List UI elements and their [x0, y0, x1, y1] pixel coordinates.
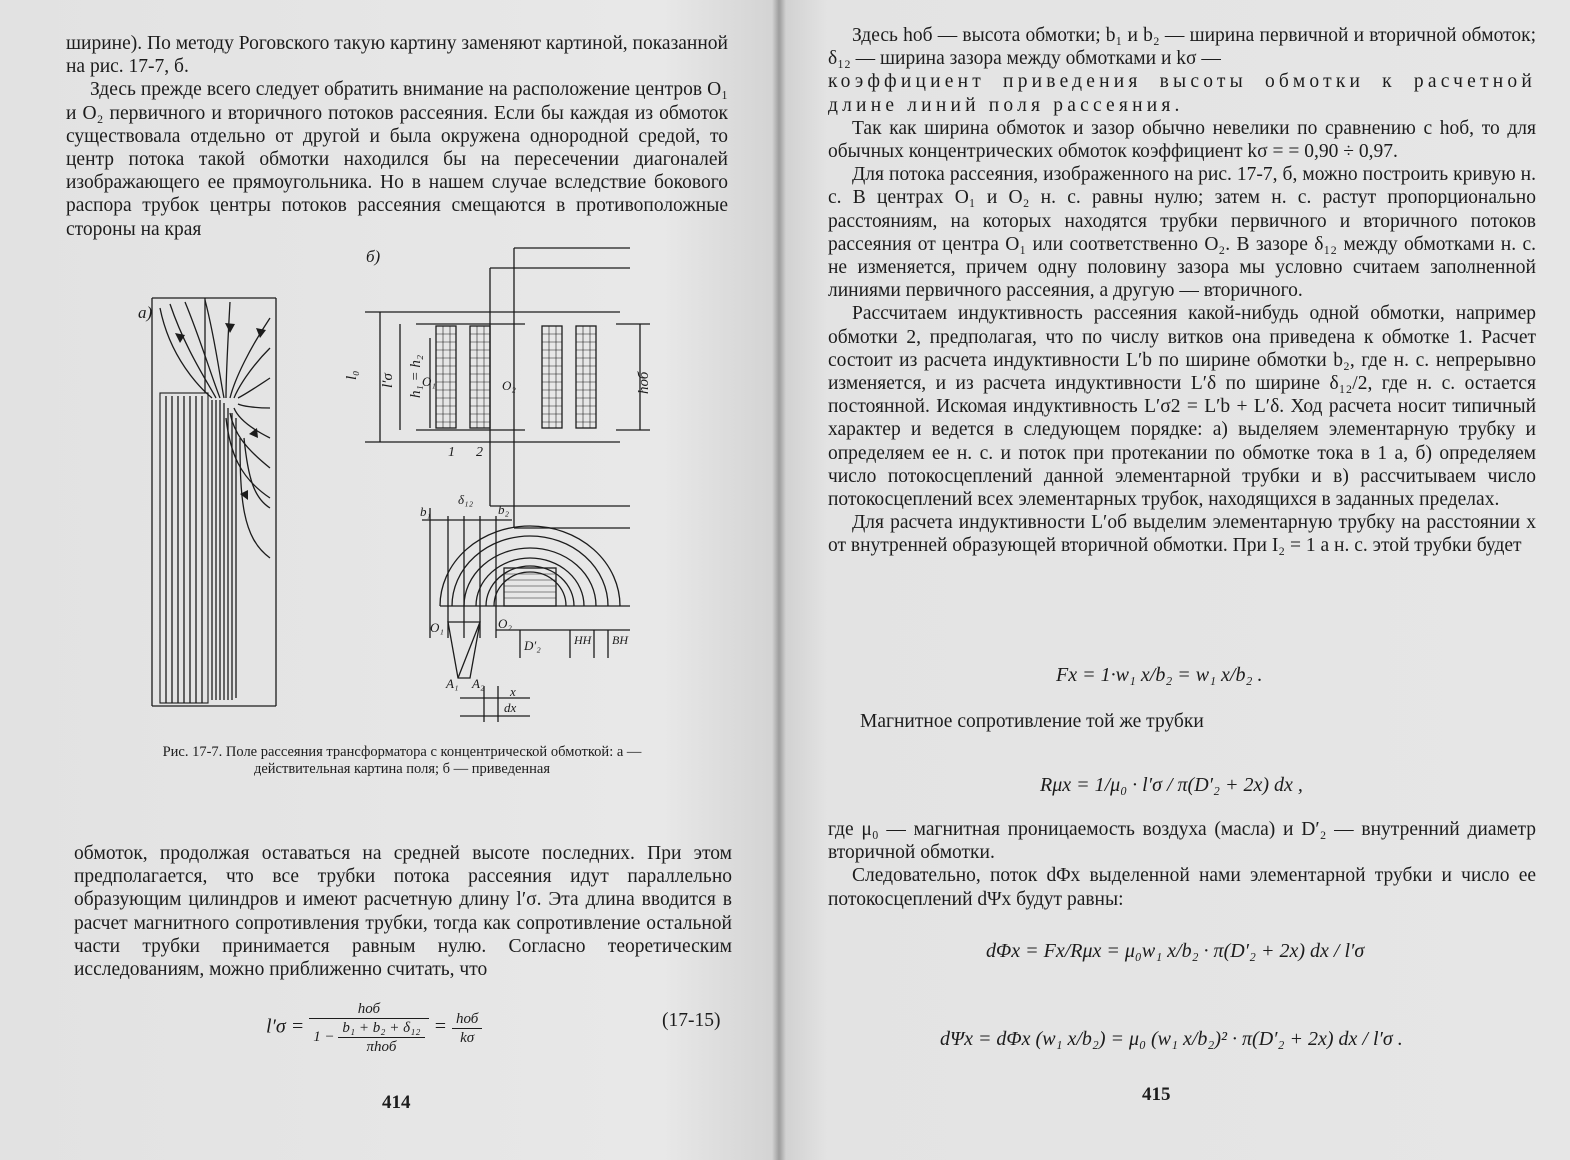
label-winding-2: 2 — [476, 445, 483, 460]
core-hatch — [504, 574, 556, 598]
winding-hatch — [436, 326, 596, 428]
right-paragraph-3: Для потока рассеяния, изображенного на рис. 17-7, б, можно построить кривую н. с. В центрах O₁ и O₂ н. с. равны нулю; затем н. с. растут пропорционально расстояниям, на которых находятся трубки первичного и вторичного потоков рассеяния от центра O₁ или соответственно O₂. В зазоре δ₁₂ между обмотками н. с. не изменяется, причем одну половину зазора мы условно считаем заполненной линиями первичного рассеяния, а другую — вторичного. — [828, 164, 1536, 302]
left-top-text — [66, 32, 728, 241]
left-paragraph-3: обмоток, продолжая оставаться на средней высоте последних. При этом предполагается, что все трубки потока рассеяния идут параллельно образующим цилиндров и имеют расчетную длину l′σ. Эта длина вводится в расчет магнитного сопротивления трубки, тогда как сопротивление остальной части трубки принимается равным нулю. Согласно теоретическим исследованиям, можно приближенно считать, что — [74, 843, 732, 981]
formula-dPhi: dΦx = Fx/Rμx = μ₀w₁ x/b₂ · π(D′₂ + 2x) dx / l′σ — [986, 940, 1365, 962]
label-d12: δ₁₂ — [458, 492, 474, 507]
formula-number: (17-15) — [662, 1010, 721, 1031]
left-page — [0, 0, 780, 1160]
formula-den-one: 1 − — [313, 1028, 335, 1045]
label-plan-O1: O₁ — [430, 620, 444, 635]
right-paragraph-1-spaced: коэффициент приведения высоты обмотки к расчетной длине линий поля рассеяния. — [828, 71, 1536, 116]
label-dx: dx — [504, 700, 517, 715]
formula-lhs: l′σ = — [266, 1015, 305, 1038]
label-x: x — [510, 684, 516, 699]
label-lsigma: l′σ — [380, 373, 396, 388]
formula-denominator — [309, 1019, 428, 1056]
field-lines-a — [152, 298, 276, 706]
formula-right-num: hоб — [452, 1010, 482, 1029]
right-paragraph-6: Магнитное сопротивление той же трубки — [860, 711, 1204, 732]
right-paragraph-1: Здесь hоб — высота обмотки; b₁ и b₂ — ширина первичной и вторичной обмоток; δ₁₂ — ширина зазора между обмотками и kσ — — [828, 25, 1536, 70]
label-b1: b₁ — [420, 504, 432, 519]
label-hob: hоб — [636, 371, 652, 394]
formula-main-fraction — [309, 1000, 428, 1056]
page-number-right: 415 — [1142, 1084, 1171, 1105]
right-text-top — [828, 24, 1536, 558]
formula-17-15 — [266, 1000, 482, 1056]
label-O1: O₁ — [422, 374, 436, 389]
label-A2: A₂ — [472, 676, 485, 691]
right-page — [780, 0, 1570, 1160]
left-paragraph-2: Здесь прежде всего следует обратить внимание на расположение центров O₁ и O₂ первичного и вторичного потоков рассеяния. Если бы каждая из обмоток существовала отдельно от другой и была окружена однородной средой, то центр потока такой обмотки находился бы на пересечении диагоналей изображающего ее прямоугольника. Но в нашем случае вследствие бокового распора трубок центры потоков рассеяния смещаются в противоположные стороны на края — [66, 79, 728, 240]
formula-eq: = — [433, 1015, 447, 1038]
label-l0: l₀ — [344, 370, 360, 380]
formula-inner-fraction — [338, 1019, 424, 1056]
label-BH: ВН — [612, 633, 628, 647]
label-plan-O2: O₂ — [498, 616, 512, 631]
right-paragraph-8: Следовательно, поток dΦx выделенной нами элементарной трубки и число ее потокосцеплений dΨx будут равны: — [828, 865, 1536, 910]
formula-Rmux: Rμx = 1/μ₀ · l′σ / π(D′₂ + 2x) dx , — [1040, 774, 1303, 796]
right-paragraph-2: Так как ширина обмоток и зазор обычно невелики по сравнению с hоб, то для обычных концентрических обмоток коэффициент kσ = = 0,90 ÷ 0,97. — [828, 117, 1536, 163]
label-h1h2: h₁ = h₂ — [408, 354, 424, 398]
right-paragraph-7: где μ₀ — магнитная проницаемость воздуха (масла) и D′₂ — внутренний диаметр вторичной обмотки. — [828, 819, 1536, 864]
right-text-mid — [860, 710, 1520, 733]
page-number-left: 414 — [382, 1092, 411, 1113]
label-b2: b₂ — [498, 502, 510, 517]
formula-inner-num: b₁ + b₂ + δ₁₂ — [338, 1019, 424, 1038]
formula-numerator: hоб — [309, 1000, 428, 1019]
right-text-bottom — [828, 818, 1536, 911]
fig-label-a: а) — [138, 303, 153, 322]
label-A1: A₁ — [446, 676, 459, 691]
formula-dPsi: dΨx = dΦx (w₁ x/b₂) = μ₀ (w₁ x/b₂)² · π(D′₂ + 2x) dx / l′σ . — [940, 1028, 1403, 1050]
right-paragraph-5: Для расчета индуктивности L′об выделим элементарную трубку на расстоянии x от внутренней образующей вторичной обмотки. При I₂ = 1 а н. с. этой трубки будет — [828, 512, 1536, 557]
label-D2: D′₂ — [524, 638, 541, 653]
left-bottom-text — [74, 842, 732, 981]
formula-right-fraction — [452, 1010, 482, 1047]
formula-right-den: kσ — [460, 1029, 475, 1046]
formula-inner-den: πhоб — [366, 1039, 397, 1055]
figure-caption: Рис. 17-7. Поле рассеяния трансформатора с концентрической обмоткой: а — действительная картина поля; б — приведенная — [162, 744, 642, 777]
fig-label-b: б) — [366, 247, 381, 266]
label-winding-1: 1 — [448, 445, 455, 460]
label-HH: НН — [574, 633, 592, 647]
figure-17-7 — [130, 238, 650, 728]
formula-Fx: Fx = 1·w₁ x/b₂ = w₁ x/b₂ . — [1056, 664, 1263, 686]
label-O2: O₂ — [502, 378, 516, 393]
right-paragraph-4: Рассчитаем индуктивность рассеяния какой-нибудь одной обмотки, например обмотки 2, предполагая, что по числу витков она приведена к обмотке 1. Расчет состоит из расчета индуктивности L′b по ширине обмотки b₂, где н. с. непрерывно изменяется, и из расчета индуктивности L′δ по ширине δ₁₂/2, где н. с. остается постоянной. Искомая индуктивность L′σ2 = L′b + L′δ. Ход расчета носит типичный характер и ведется в следующем порядке: а) выделяем элементарную трубку и определяем ее н. с. и поток при протекании по обмотке тока в 1 а, б) определяем число потокосцеплений данной элементарной трубки и в) рассчитываем число потокосцеплений всех элементарных трубок, находящихся в заданных пределах. — [828, 303, 1536, 511]
left-paragraph-1: ширине). По методу Роговского такую картину заменяют картиной, показанной на рис. 17-7, б. — [66, 33, 728, 78]
book-gutter — [772, 0, 786, 1160]
